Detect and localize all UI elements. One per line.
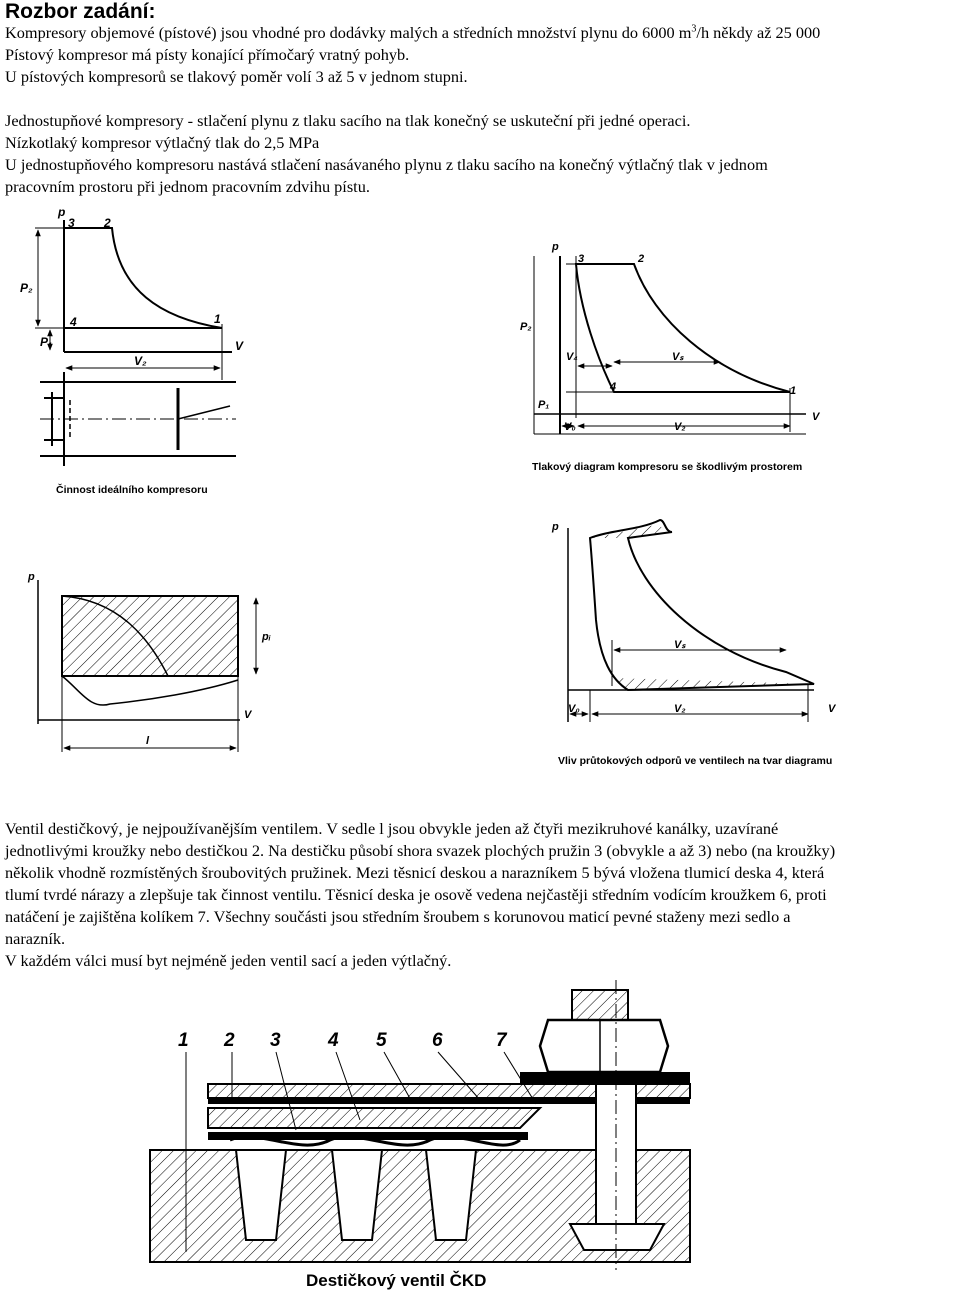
valve-drawing-caption: Destičkový ventil ČKD	[306, 1271, 487, 1290]
resist-label-v0: V₀	[568, 703, 580, 715]
clearance-label-p: p	[552, 241, 559, 253]
part-number-4: 4	[328, 1030, 339, 1051]
valve-text-line-1: Ventil destičkový, je nejpoužívanějším ventilem. V sedle l jsou obvykle jeden až čtyři mezikruhové kanálky, uzavírané	[5, 819, 779, 838]
valve-text-line-6: narazník.	[5, 929, 66, 948]
clearance-label-1: 1	[790, 385, 797, 397]
clearance-label-v: V	[812, 411, 820, 423]
ideal-label-vz: V₂	[134, 354, 147, 368]
ideal-label-4: 4	[70, 315, 77, 329]
clearance-label-2: 2	[638, 253, 645, 265]
valve-text-line-5: natáčení je zajištěna kolíkem 7. Všechny součásti jsou středním šroubem s korunovou maticí pevné staženy mezi sedlo a	[5, 907, 791, 926]
part-number-3: 3	[270, 1030, 281, 1051]
valve-resistance-caption: Vliv průtokových odporů ve ventilech na tvar diagramu	[558, 755, 833, 767]
part-number-7: 7	[496, 1030, 507, 1051]
clearance-label-3: 3	[578, 253, 585, 265]
intro-superscript: 3	[691, 23, 697, 35]
part-number-1: 1	[178, 1030, 189, 1051]
clearance-caption: Tlakový diagram kompresoru se škodlivým prostorem	[532, 461, 803, 473]
single-stage-line-4: pracovním prostoru při jednom pracovním zdvihu pístu.	[5, 177, 370, 196]
single-stage-line-1: Jednostupňové kompresory - stlačení plynu z tlaku sacího na tlak konečný se uskuteční při jedné operaci.	[5, 111, 691, 130]
part-number-5: 5	[376, 1030, 387, 1051]
resist-label-vs: Vₛ	[674, 639, 686, 651]
clearance-label-v0: V₀	[564, 421, 576, 433]
single-stage-line-3: U jednostupňového kompresoru nastává stlačení nasávaného plynu z tlaku sacího na konečný výtlačný tlak v jednom	[5, 155, 768, 174]
rect-label-v: V	[244, 709, 252, 721]
clearance-label-vs: Vₛ	[672, 351, 684, 363]
single-stage-line-2: Nízkotlaký kompresor výtlačný tlak do 2,5 MPa	[5, 133, 320, 152]
ideal-label-p: p	[58, 205, 66, 219]
intro-line-1a: Kompresory objemové (pístové) jsou vhodné pro dodávky malých a středních množství plynu do 6000 m	[5, 23, 692, 42]
ideal-label-1: 1	[214, 312, 221, 326]
intro-line-2: Pístový kompresor má písty konající přímočarý vratný pohyb.	[5, 45, 410, 64]
clearance-label-v4: V₄	[566, 351, 578, 363]
valve-text-line-3: několik vhodně rozmístěných šroubovitých pružinek. Mezi těsnicí deskou a narazníkem 5 bývá vložena tlumicí deska 4, která	[5, 863, 825, 882]
valve-text-line-7: V každém válci musí byt nejméně jeden ventil sací a jeden výtlačný.	[5, 951, 452, 970]
part-number-6: 6	[432, 1030, 443, 1051]
intro-line-3: U pístových kompresorů se tlakový poměr volí 3 až 5 v jednom stupni.	[5, 67, 468, 86]
ideal-label-2: 2	[104, 216, 111, 230]
intro-line-1b: /h někdy až 25 000	[696, 23, 821, 42]
ideal-label-p2: P₂	[20, 281, 33, 295]
page-title: Rozbor zadání:	[5, 0, 156, 23]
resist-label-p: p	[552, 521, 559, 533]
rect-label-pi: pᵢ	[262, 631, 271, 643]
part-number-2: 2	[224, 1030, 235, 1051]
clearance-label-4: 4	[610, 381, 617, 393]
ideal-label-v: V	[235, 339, 244, 353]
ideal-caption: Činnost ideálního kompresoru	[56, 484, 208, 496]
rect-label-l: l	[146, 735, 150, 747]
rect-label-p: p	[28, 571, 35, 583]
resist-label-vz: V₂	[674, 703, 686, 715]
clearance-label-vz: V₂	[674, 421, 686, 433]
clearance-label-p2: P₂	[520, 321, 532, 333]
resist-label-v: V	[828, 703, 836, 715]
clearance-label-p1: P₁	[538, 399, 550, 411]
valve-text-line-4: tlumí tvrdé nárazy a zlepšuje tak činnost ventilu. Těsnicí deska je osově vedena nejčastěji středním vodícím kroužkem 6, proti	[5, 885, 827, 904]
ideal-label-p1: P₁	[40, 335, 53, 349]
valve-text-line-2: jednotlivými kroužky nebo destičkou 2. Na destičku působí shora svazek plochých pružin 3 (obvykle a až 3) nebo (na kroužky)	[5, 841, 836, 860]
ideal-label-3: 3	[68, 216, 75, 230]
